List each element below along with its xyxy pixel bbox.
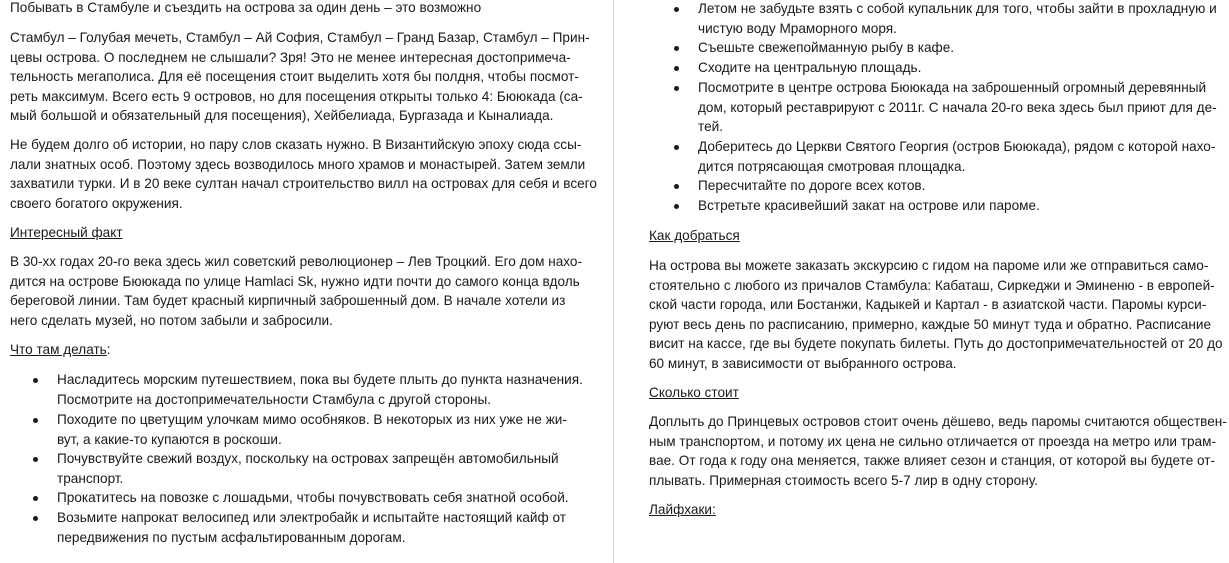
text-line: Посмотрите в центре острова Бююкада на заброшенный огромный деревянный [698,80,1207,95]
text-line: Почувствуйте свежий воздух, поскольку на островах запрещён автомобильный [57,451,559,466]
tips-heading [649,500,716,520]
bullet-dot [674,145,679,150]
bullet-dot [33,378,38,383]
list-item [57,488,569,508]
list-item [57,449,559,488]
tips-heading-text: Лайфхаки: [649,502,716,517]
list-item [698,38,954,58]
text-line: висит на кассе, где вы будете покупать билеты. Путь до достопримечательностей от 20 до [649,336,1223,351]
text-line: Пересчитайте по дороге всех котов. [698,178,926,193]
bullet-dot [674,86,679,91]
document-title [10,0,481,18]
list-item [698,58,921,78]
text-line: Возьмите напрокат велосипед или электробайк и испытайте настоящий кайф от [57,510,566,525]
text-line: ской части города, или Бостанжи, Кадыкей и Картал - в азиатской части. Паромы курси- [649,297,1207,312]
text-line: тельность мегаполиса. Для её посещения стоит выделить хотя бы полдня, чтобы посмот- [10,69,579,84]
fact-paragraph [10,252,582,330]
text-line: цевы острова. О последнем не слышали? Зря! Это не менее интересная достопримеча- [10,49,571,65]
text-line: чистую воду Мраморного моря. [698,20,897,36]
text-line: реть максимум. Всего есть 9 островов, но для посещения открыты только 4: Бююкада (са- [10,88,583,104]
cost-heading-text: Сколько стоит [649,385,739,400]
text-line: Не будем долго об истории, но пару слов сказать нужно. В Византийскую эпоху сюда ссы- [10,137,582,152]
cost-heading [649,383,739,403]
text-line: дится потрясающая смотровая площадка. [698,158,966,174]
text-line: своего богатого окружения. [10,195,183,211]
text-line: руют весь день по расписанию, примерно, каждые 50 минут туда и обратно. Расписание [649,316,1212,332]
text-line: него сделать музей, но потом забыли и забросили. [10,312,333,328]
intro-paragraph [10,28,590,126]
text-line: береговой линии. Там будет красный кирпичный заброшенный дом. В начале хотели из [10,293,566,308]
text-line: Сходите на центральную площадь. [698,60,922,75]
list-item [698,176,925,196]
text-line: мый большой и обязательный для посещения), Хейбелиада, Бургазада и Кыналиада. [10,108,554,123]
cost-paragraph [649,412,1227,490]
text-line: Доберитесь до Церкви Святого Георгия (остров Бююкада), рядом с которой нахо- [698,139,1216,154]
document-page-right [617,0,1229,563]
bullet-dot [674,184,679,189]
todo-heading-colon: : [106,342,111,357]
text-line: В 30-хх годах 20-го века здесь жил советский революционер – Лев Троцкий. Его дом нахо- [10,254,582,269]
list-item [57,410,567,449]
history-paragraph [10,135,597,213]
bullet-dot [33,418,38,423]
text-line: Летом не забудьте взять с собой купальник для того, чтобы зайти в прохладную и [698,1,1217,16]
bullet-dot [674,66,679,71]
text-line: стоятельно с любого из причалов Стамбула: Кабаташ, Сиркеджи и Эминеню - в европей- [649,277,1215,293]
text-line: лали знатных особ. Поэтому здесь возводилось много храмов и монастырей. Затем земли [10,156,586,172]
bullet-dot [33,516,38,521]
text-line: Прокатитесь на повозке с лошадьми, чтобы почувствовать себя знатной особой. [57,490,569,505]
text-line: Съешьте свежепойманную рыбу в кафе. [698,40,955,55]
bullet-dot [33,457,38,462]
todo-heading [10,340,111,360]
text-line: дом, который реставрируют с 2011г. С начала 20-го века здесь был приют для де- [698,99,1217,115]
text-line: Стамбул – Голубая мечеть, Стамбул – Ай София, Стамбул – Гранд Базар, Стамбул – Прин- [10,30,590,45]
list-item [57,508,566,547]
todo-heading-text: Что там делать [10,342,107,357]
text-line: передвижения по пустым асфальтированным дорогам. [57,529,406,545]
how-heading-text: Как добраться [649,228,740,243]
text-line: захватили турки. И в 20 веке султан начал строительство вилл на островах для себя и всего [10,176,597,191]
text-line: Насладитесь морским путешествием, пока вы будете плыть до пункта назначения. [57,372,583,387]
bullet-dot [674,204,679,209]
text-line: вае. От года к году она меняется, также влияет сезон и станция, от которой вы будете от- [649,453,1216,468]
list-item [698,78,1217,137]
title-text: Побывать в Стамбуле и съездить на острова за один день – это возможно [10,0,482,15]
bullet-dot [33,496,38,501]
list-item [698,196,1040,216]
text-line: Встретьте красивейший закат на острове или пароме. [698,198,1040,213]
bullet-dot [674,46,679,51]
text-line: тей. [698,119,724,134]
text-line: транспорт. [57,470,124,486]
text-line: На острова вы можете заказать экскурсию с гидом на пароме или же отправиться само- [649,258,1209,273]
fact-heading-text: Интересный факт [10,225,123,240]
fact-heading [10,223,123,243]
list-item [698,137,1215,176]
text-line: Походите по цветущим улочкам мимо особняков. В некоторых из них уже не жи- [57,412,567,427]
text-line: Посмотрите на достопримечательности Стамбула с другой стороны. [57,391,492,407]
text-line: Доплыть до Принцевых островов стоит очень дёшево, ведь паромы считаются обществен- [649,414,1227,429]
text-line: 60 минут, в зависимости от выбранного острова. [649,355,957,371]
text-line: вут, а какие-то купаются в роскоши. [57,431,282,447]
list-item [698,0,1217,38]
list-item [57,370,583,409]
how-paragraph [649,256,1223,373]
text-line: ным транспортом, и потому их цена не сильно отличается от проезда на метро или трам- [649,433,1216,449]
how-heading [649,226,740,246]
text-line: дится на острове Бююкада по улице Hamlaci Sk, нужно идти почти до самого конца вдоль [10,273,580,289]
text-line: плывать. Примерная стоимость всего 5-7 лир в одну сторону. [649,472,1038,488]
document-page-left [0,0,613,563]
bullet-dot [674,7,679,12]
